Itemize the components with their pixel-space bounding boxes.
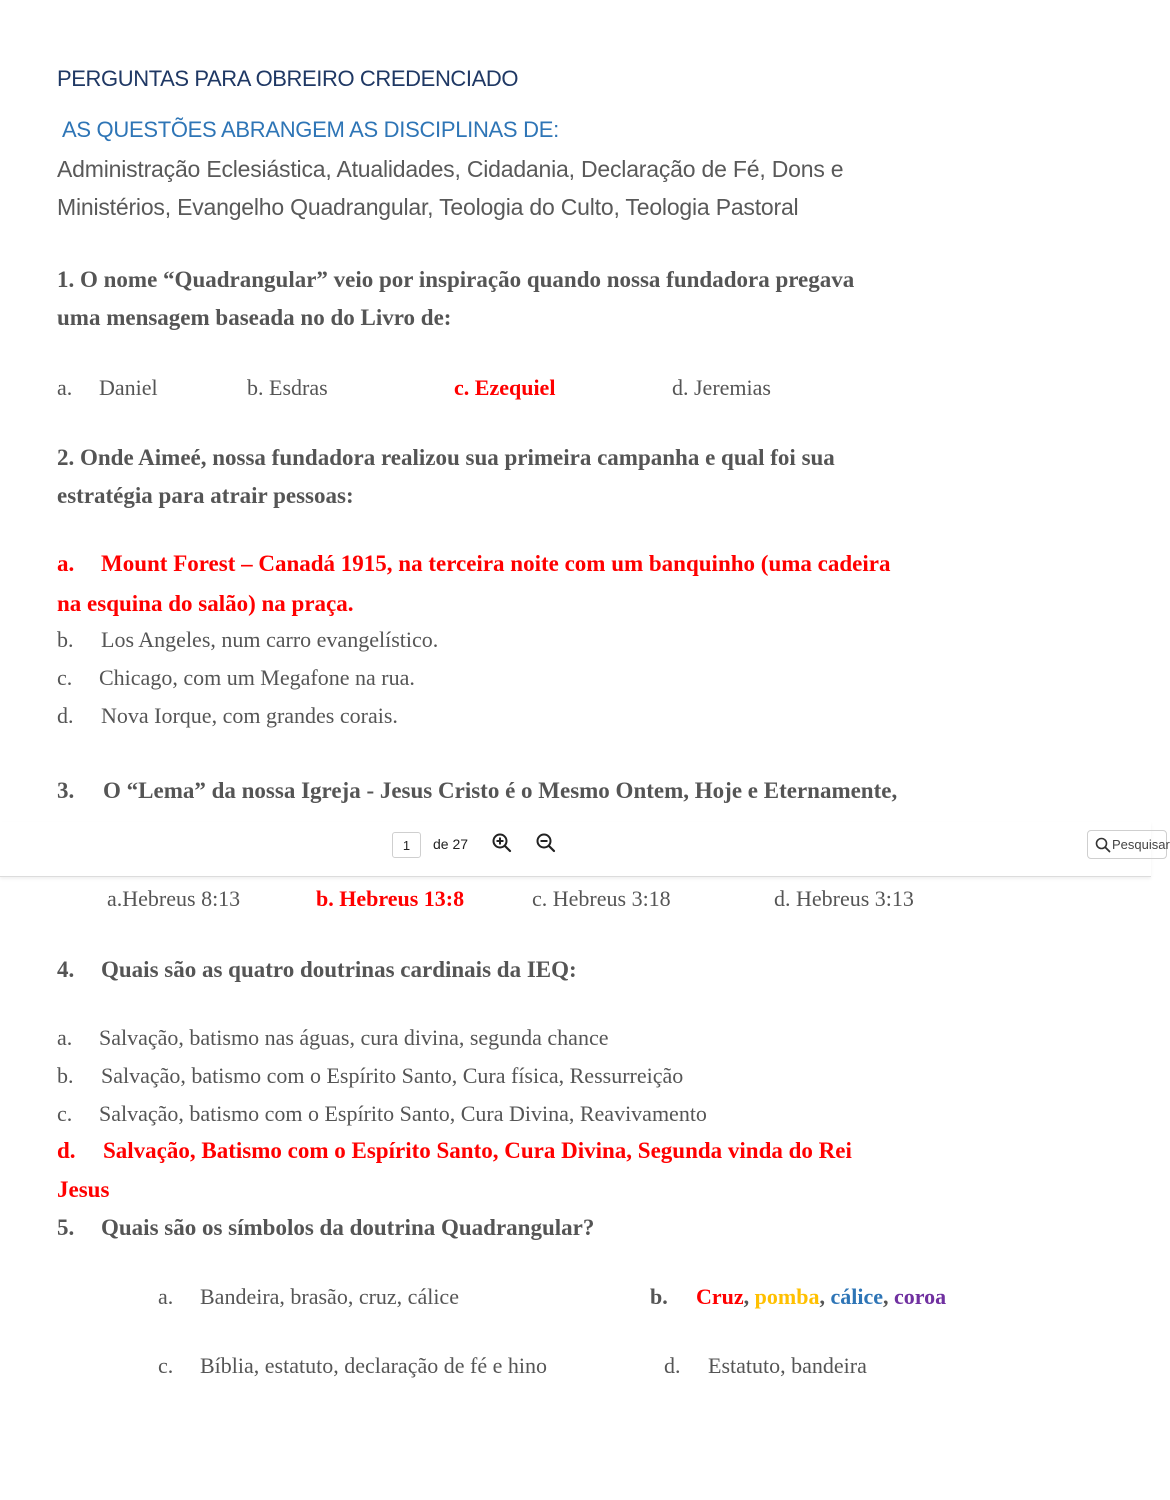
symbol-cruz: Cruz: [696, 1284, 744, 1309]
q5-option-a-letter: a.: [158, 1284, 174, 1309]
q5-option-c-letter: c.: [158, 1353, 174, 1378]
q4-option-d-letter: d.: [57, 1138, 76, 1163]
question-3-number: 3.: [57, 778, 75, 803]
q2-option-c-letter: c.: [57, 665, 73, 690]
symbol-separator: ,: [882, 1284, 894, 1309]
search-label: Pesquisar: [1112, 837, 1170, 852]
disciplines-line-2: Ministérios, Evangelho Quadrangular, Teologia do Culto, Teologia Pastoral: [57, 194, 799, 220]
q2-option-b-letter: b.: [57, 627, 74, 652]
q4-option-b-letter: b.: [57, 1063, 74, 1088]
symbol-coroa: coroa: [893, 1284, 947, 1309]
search-button[interactable]: [1087, 830, 1170, 859]
question-1-text: 1. O nome “Quadrangular” veio por inspiração quando nossa fundadora pregava: [57, 267, 855, 292]
question-2-text-cont: estratégia para atrair pessoas:: [57, 483, 354, 508]
question-1-text-cont: uma mensagem baseada no do Livro de:: [57, 305, 452, 330]
symbol-separator: ,: [819, 1284, 831, 1309]
zoom-out-icon: [535, 832, 557, 854]
page-number-input[interactable]: 1: [392, 832, 421, 858]
question-4-text: Quais são as quatro doutrinas cardinais da IEQ:: [101, 957, 577, 982]
disciplines-line-1: Administração Eclesiástica, Atualidades, Cidadania, Declaração de Fé, Dons e: [57, 156, 844, 182]
q4-option-a-letter: a.: [57, 1025, 73, 1050]
zoom-in-button[interactable]: [491, 832, 513, 854]
q1-option-d: d. Jeremias: [672, 375, 771, 400]
q2-option-a-correct: Mount Forest – Canadá 1915, na terceira noite com um banquinho (uma cadeira: [101, 551, 891, 576]
page-title: PERGUNTAS PARA OBREIRO CREDENCIADO: [57, 66, 519, 91]
q2-option-a-letter: a.: [57, 551, 75, 576]
page-subtitle: AS QUESTÕES ABRANGEM AS DISCIPLINAS DE:: [62, 117, 559, 142]
symbol-separator: ,: [743, 1284, 755, 1309]
q4-option-b: Salvação, batismo com o Espírito Santo, Cura física, Ressurreição: [101, 1063, 684, 1088]
search-icon: [1095, 837, 1111, 853]
symbol-calice: cálice: [830, 1284, 883, 1309]
zoom-in-icon: [491, 832, 513, 854]
q4-option-c-letter: c.: [57, 1101, 73, 1126]
q3-option-a: a.Hebreus 8:13: [107, 886, 241, 911]
question-5-text: Quais são os símbolos da doutrina Quadrangular?: [101, 1215, 595, 1240]
q5-option-d-letter: d.: [664, 1353, 681, 1378]
q2-option-d: Nova Iorque, com grandes corais.: [101, 703, 398, 728]
q5-option-b-correct: [696, 1284, 946, 1310]
q4-option-c: Salvação, batismo com o Espírito Santo, Cura Divina, Reavivamento: [99, 1101, 707, 1126]
q4-option-a: Salvação, batismo nas águas, cura divina, segunda chance: [99, 1025, 609, 1050]
q1-option-c-correct: c. Ezequiel: [454, 375, 556, 400]
question-3-text: O “Lema” da nossa Igreja - Jesus Cristo é o Mesmo Ontem, Hoje e Eternamente,: [103, 778, 898, 803]
page-count: de 27: [433, 836, 469, 852]
q1-option-a: Daniel: [99, 375, 158, 400]
q2-option-b: Los Angeles, num carro evangelístico.: [101, 627, 439, 652]
zoom-out-button[interactable]: [535, 832, 557, 854]
q2-option-a-correct-cont: na esquina do salão) na praça.: [57, 591, 354, 616]
question-5-number: 5.: [57, 1215, 75, 1240]
q1-option-a-letter: a.: [57, 375, 73, 400]
q5-option-c: Bíblia, estatuto, declaração de fé e hino: [200, 1353, 547, 1378]
q2-option-d-letter: d.: [57, 703, 74, 728]
q4-option-d-correct: Salvação, Batismo com o Espírito Santo, Cura Divina, Segunda vinda do Rei: [103, 1138, 852, 1163]
q3-option-b-correct: b. Hebreus 13:8: [316, 886, 465, 911]
symbol-pomba: pomba: [754, 1284, 820, 1309]
pdf-toolbar: [0, 822, 1170, 877]
q5-option-b-letter: b.: [650, 1284, 668, 1309]
question-4-number: 4.: [57, 957, 75, 982]
q3-option-c: c. Hebreus 3:18: [532, 886, 671, 911]
q5-option-d: Estatuto, bandeira: [708, 1353, 867, 1378]
q4-option-d-correct-cont: Jesus: [57, 1177, 110, 1202]
q2-option-c: Chicago, com um Megafone na rua.: [99, 665, 415, 690]
q5-option-a: Bandeira, brasão, cruz, cálice: [200, 1284, 459, 1309]
q1-option-b: b. Esdras: [247, 375, 328, 400]
q3-option-d: d. Hebreus 3:13: [774, 886, 914, 911]
question-2-text: 2. Onde Aimeé, nossa fundadora realizou sua primeira campanha e qual foi sua: [57, 445, 835, 470]
